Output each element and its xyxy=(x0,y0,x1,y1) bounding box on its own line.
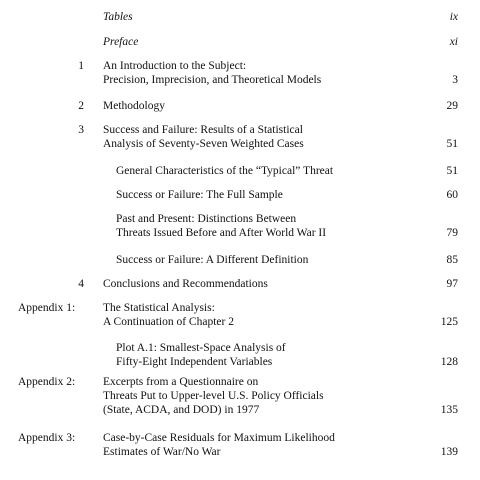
toc-title-line: Methodology xyxy=(103,100,165,112)
toc-page-number: 128 xyxy=(440,356,458,368)
toc-entry-title xyxy=(103,123,423,151)
toc-title-line: A Continuation of Chapter 2 xyxy=(103,316,234,328)
toc-title-line: Case-by-Case Residuals for Maximum Likelihood xyxy=(103,432,335,444)
toc-title-line: Success or Failure: A Different Definition xyxy=(116,254,309,266)
toc-entry-title xyxy=(103,35,423,49)
toc-page-number: 3 xyxy=(452,74,458,86)
toc-page-number: 29 xyxy=(446,100,458,112)
toc-entry-title xyxy=(103,301,423,329)
toc-title-line: An Introduction to the Subject: xyxy=(103,60,247,72)
toc-page-number: 97 xyxy=(446,278,458,290)
toc-entry-title xyxy=(103,59,423,87)
toc-appendix-label: Appendix 3: xyxy=(18,432,76,444)
toc-title-line: Past and Present: Distinctions Between xyxy=(116,213,297,225)
toc-entry-title xyxy=(103,10,423,24)
toc-entry-title xyxy=(116,164,436,178)
toc-title-line: Preface xyxy=(103,36,139,48)
toc-chapter-number: 1 xyxy=(78,60,84,72)
toc-chapter-number: 3 xyxy=(78,124,84,136)
toc-title-line: General Characteristics of the “Typical” Threat xyxy=(116,165,334,177)
toc-entry-title xyxy=(116,188,436,202)
toc-title-line: Excerpts from a Questionnaire on xyxy=(103,376,259,388)
toc-title-line: Precision, Imprecision, and Theoretical Models xyxy=(103,74,322,86)
toc-page-number: xi xyxy=(449,36,458,48)
toc-page-number: 79 xyxy=(446,227,458,239)
toc-title-line: Success or Failure: The Full Sample xyxy=(116,189,283,201)
toc-page-number: 125 xyxy=(440,316,458,328)
toc-entry-title xyxy=(116,341,436,369)
toc-appendix-label: Appendix 1: xyxy=(18,302,76,314)
toc-title-line: Threats Issued Before and After World War II xyxy=(116,227,327,239)
toc-title-line: Conclusions and Recommendations xyxy=(103,278,268,290)
toc-title-line: Tables xyxy=(103,11,133,23)
toc-chapter-number: 4 xyxy=(78,278,84,290)
toc-entry-title xyxy=(103,431,423,459)
toc-page-number: 85 xyxy=(446,254,458,266)
toc-page-number: 135 xyxy=(440,404,458,416)
toc-page-number: 51 xyxy=(446,165,458,177)
toc-entry-title xyxy=(103,277,423,291)
toc-title-line: (State, ACDA, and DOD) in 1977 xyxy=(103,404,260,416)
toc-page-number: 51 xyxy=(446,138,458,150)
toc-title-line: Fifty-Eight Independent Variables xyxy=(116,356,273,368)
toc-page-number: 60 xyxy=(446,189,458,201)
toc-entry-title xyxy=(103,99,423,113)
toc-entry-title xyxy=(103,375,423,417)
toc-title-line: Estimates of War/No War xyxy=(103,446,221,458)
toc-entry-title xyxy=(116,253,436,267)
toc-page-number: ix xyxy=(449,11,458,23)
toc-entry-title xyxy=(116,212,436,240)
toc-title-line: Plot A.1: Smallest-Space Analysis of xyxy=(116,342,286,354)
toc-page-number: 139 xyxy=(440,446,458,458)
toc-title-line: The Statistical Analysis: xyxy=(103,302,215,314)
toc-title-line: Analysis of Seventy-Seven Weighted Cases xyxy=(103,138,304,150)
toc-chapter-number: 2 xyxy=(78,100,84,112)
toc-title-line: Success and Failure: Results of a Statistical xyxy=(103,124,303,136)
toc-appendix-label: Appendix 2: xyxy=(18,376,76,388)
toc-title-line: Threats Put to Upper-level U.S. Policy Officials xyxy=(103,390,324,402)
